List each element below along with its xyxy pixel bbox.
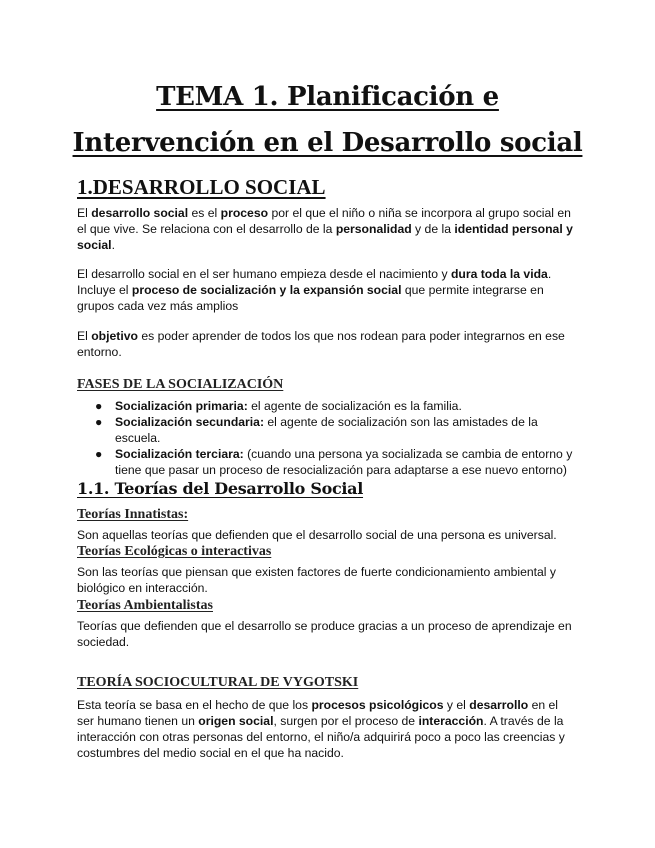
paragraph-ambientalistas: Teorías que defienden que el desarrollo se produce gracias a un proceso de aprendizaje en sociedad.	[77, 619, 572, 649]
subheading-fases-socializacion: FASES DE LA SOCIALIZACIÓN	[77, 377, 284, 392]
list-item: ● Socialización terciara: (cuando una persona ya socializada se cambia de entorno y tiene que pasar un proceso de resocialización para adaptarse a ese nuevo entorno)	[95, 447, 573, 477]
paragraph-vygotski: Esta teoría se basa en el hecho de que los procesos psicológicos y el desarrollo en el ser humano tienen un origen social, surgen por el proceso de interacción. A través de la interacción con otras personas del entorno, el niño/a adquirirá poco a poco las creencias y costumbres del medio social en el que ha nacido.	[77, 698, 565, 760]
section-heading-teorias: 1.1. Teorías del Desarrollo Social	[77, 479, 364, 498]
paragraph-objective: El objetivo es poder aprender de todos los que nos rodean para poder integrarnos en ese entorno.	[77, 329, 565, 359]
document-title-line-1: TEMA 1. Planificación e	[156, 82, 499, 112]
document-title-line-2: Intervención en el Desarrollo social	[72, 128, 583, 158]
subheading-teorias-ecologicas: Teorías Ecológicas o interactivas	[77, 544, 272, 559]
bullet-icon: ●	[95, 399, 103, 413]
paragraph-ecologicas: Son las teorías que piensan que existen factores de fuerte condicionamiento ambiental y biológico en interacción.	[77, 565, 556, 595]
paragraph-innatistas: Son aquellas teorías que defienden que el desarrollo social de una persona es universal.	[77, 528, 557, 542]
subheading-teoria-vygotski: TEORÍA SOCIOCULTURAL DE VYGOTSKI	[77, 675, 359, 690]
bullet-icon: ●	[95, 415, 103, 429]
subheading-teorias-innatistas: Teorías Innatistas:	[77, 507, 189, 522]
fases-list	[77, 398, 577, 478]
bullet-icon: ●	[95, 447, 103, 461]
paragraph-duration: El desarrollo social en el ser humano empieza desde el nacimiento y dura toda la vida. Incluye el proceso de socialización y la expansión social que permite integrarse en grupos cada vez más amplios	[77, 267, 552, 313]
list-item: ● Socialización primaria: el agente de socialización es la familia.	[95, 399, 462, 413]
subheading-teorias-ambientalistas: Teorías Ambientalistas	[77, 598, 213, 613]
section-heading-desarrollo-social: 1.DESARROLLO SOCIAL	[77, 175, 326, 199]
paragraph-definition: El desarrollo social es el proceso por el que el niño o niña se incorpora al grupo social en el que vive. Se relaciona con el desarrollo de la personalidad y de la identidad personal y social.	[77, 206, 573, 252]
list-item: ● Socialización secundaria: el agente de socialización son las amistades de la escuela.	[95, 415, 538, 445]
